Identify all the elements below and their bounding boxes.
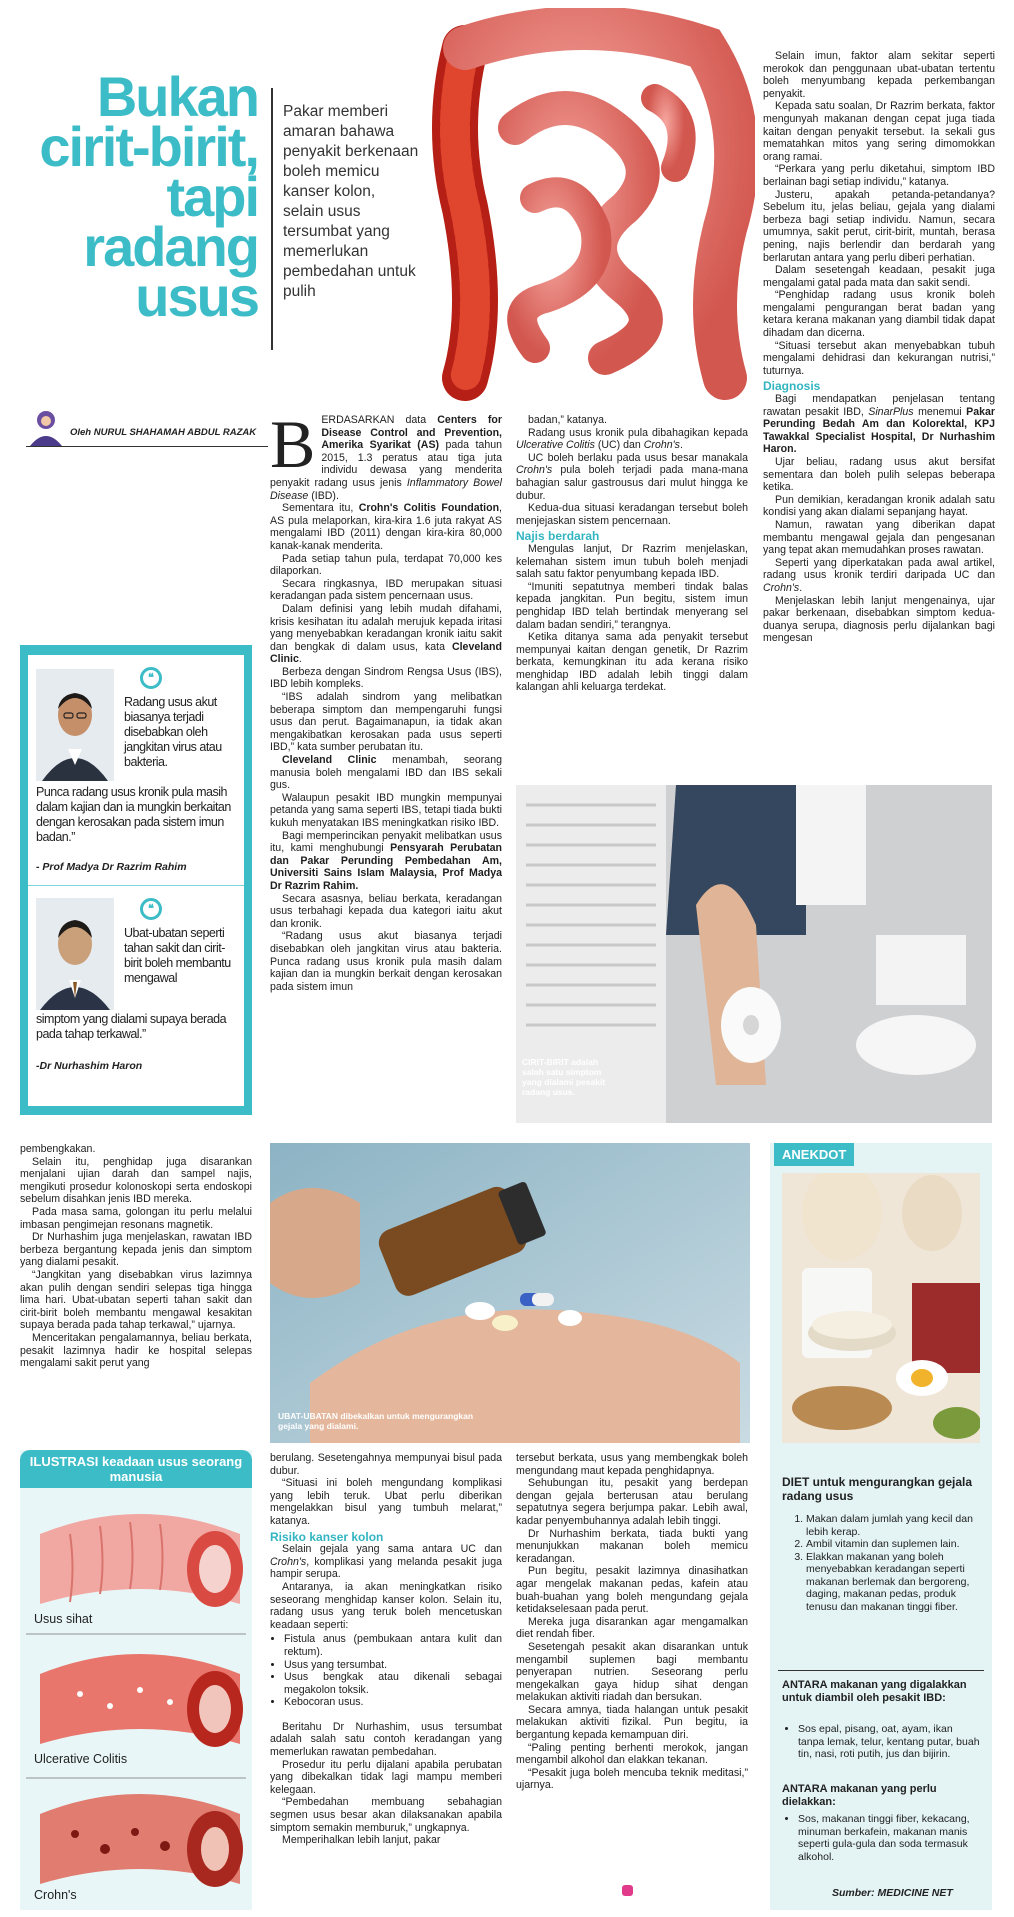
paragraph: pembengkakan. bbox=[20, 1143, 96, 1155]
paragraph: Selain itu, penghidap juga disarankan menjalani ujian darah dan sampel najis, mengikuti prosedur kolonoskopi serta endoskopi sebelum disahkan jenis IBD mereka. bbox=[20, 1155, 252, 1206]
quote-1-text-right: Radang usus akut biasanya terjadi disebabkan oleh jangkitan virus atau bakteria. bbox=[124, 695, 222, 769]
pills-photo-caption: UBAT-UBATAN dibekalkan untuk mengurangkan gejala yang dialami. bbox=[278, 1411, 474, 1431]
anekdot-sidebar bbox=[770, 1143, 992, 1910]
paragraph: Berbeza dengan Sindrom Rengsa Usus (IBS), IBD lebih kompleks. bbox=[270, 665, 502, 691]
paragraph: Ujar beliau, radang usus akut bersifat sementara dan boleh pulih selepas beberapa ketika. bbox=[763, 456, 995, 494]
paragraph: Dalam definisi yang lebih mudah difahami, krisis kesihatan itu adalah merujuk kepada iritasi yang menyebabkan keradangan kronik iaitu sakit dan bengkak di dalam usus, kata Cleveland Clinic. bbox=[270, 602, 502, 666]
label-ulcerative-colitis: Ulcerative Colitis bbox=[34, 1752, 128, 1766]
good-foods-list bbox=[782, 1723, 980, 1761]
paragraph: “Imuniti sepatutnya memberi tindak balas kepada jangkitan. Pun begitu, sistem imun penghidap IBD telah bertindak menyerang sel dalam badan sendiri,” terangnya. bbox=[516, 580, 748, 631]
paragraph: Dr Nurhashim berkata, tiada bukti yang menunjukkan makanan boleh memicu keradangan. bbox=[516, 1527, 748, 1565]
source-credit: Sumber: MEDICINE NET bbox=[832, 1887, 953, 1899]
quote-panel-1 bbox=[28, 655, 244, 885]
diet-title: DIET untuk mengurangkan gejala radang usus bbox=[782, 1475, 973, 1503]
pills-photo bbox=[270, 1143, 750, 1443]
subheading-diagnosis: Diagnosis bbox=[763, 379, 821, 394]
paragraph: Memperihalkan lebih lanjut, pakar bbox=[282, 1834, 441, 1847]
list-item: • Fistula anus (pembukaan antara kulit dan rektum). bbox=[284, 1633, 502, 1658]
quote-sidebar bbox=[20, 645, 252, 1115]
paragraph: Justeru, apakah petanda-petandanya? Sebelum itu, jelas beliau, gejala yang dialami berbeza bagi setiap individu. Namun, secara umumnya, sakit perut, cirit-birit, muntah, berasa pening, najis berlendir dan berdarah yang berlarutan antara yang perlu diberi perhatian. bbox=[763, 188, 995, 264]
food-photo bbox=[782, 1173, 980, 1443]
article-column-5 bbox=[270, 1452, 502, 1847]
paragraph: “Perkara yang perlu diketahui, simptom IBD berlainan bagi setiap individu,” katanya. bbox=[763, 163, 995, 188]
article-column-3 bbox=[763, 50, 995, 645]
headline: Bukan cirit-birit, tapi radang usus bbox=[39, 65, 258, 328]
paragraph: “Pembedahan membuang sebahagian segmen usus besar akan dilaksanakan apabila simptom semakin memburuk,” ungkapnya. bbox=[270, 1796, 502, 1834]
paragraph: Prosedur itu perlu dijalani apabila perubatan yang dibekalkan tidak lagi mampu memberi kelegaan. bbox=[270, 1758, 502, 1796]
portrait-nurhashim bbox=[36, 898, 114, 1010]
paragraph: Antaranya, ia akan meningkatkan risiko seseorang menghidap kanser kolon. Selain itu, radang usus yang teruk boleh mencetuskan keadaan seperti: bbox=[270, 1580, 502, 1631]
portrait-razrim bbox=[36, 669, 114, 781]
paragraph: Selain gejala yang sama antara UC dan Crohn's, komplikasi yang melanda pesakit juga hampir serupa. bbox=[270, 1543, 502, 1581]
list-item: • Usus yang tersumbat. bbox=[284, 1659, 502, 1672]
quote-icon: ❝ bbox=[140, 898, 162, 920]
paragraph: Bagi mendapatkan penjelasan tentang rawatan pesakit IBD, SinarPlus menemui Pakar Perunding Bedah Am dan Kolorektal, KPJ Tawakkal Specialist Hospital, Dr Nurhashim Haron. bbox=[763, 393, 995, 456]
sidebar-rule bbox=[778, 1670, 984, 1671]
label-crohns: Crohn's bbox=[34, 1888, 77, 1902]
paragraph: Sementara itu, Crohn's Colitis Foundation, AS pula melaporkan, kira-kira 1.6 juta rakyat AS mengalami IBD (2011) dengan kira-kira 80,000 kanak-kanak menderita. bbox=[270, 502, 502, 552]
diet-list bbox=[790, 1513, 988, 1613]
paragraph: Pada setiap tahun pula, terdapat 70,000 kes dilaporkan. bbox=[270, 552, 502, 578]
list-item: 3. Elakkan makanan yang boleh menyebabkan keradangan seperti makanan berlemak dan bergoreng, daging, makanan pedas, produk tenusu dan makanan tinggi fiber. bbox=[806, 1551, 988, 1614]
byline: Oleh NURUL SHAHAMAH ABDUL RAZAK bbox=[70, 427, 257, 438]
end-mark-icon bbox=[622, 1885, 633, 1896]
quote-1-text: Punca radang usus kronik pula masih dalam kajian dan ia mungkin berkaitan dengan kerosakan pada sistem imun badan.” bbox=[36, 785, 231, 844]
label-usus-sihat: Usus sihat bbox=[34, 1612, 93, 1626]
paragraph: UC boleh berlaku pada usus besar manakala Crohn's pula boleh terjadi pada mana-mana bahagian salur gastrousus dari mulut hingga ke dubur. bbox=[516, 451, 748, 502]
paragraph: Kepada satu soalan, Dr Razrim berkata, faktor mengunyah makanan dengan cepat juga tiada kaitan dengan penyakit tersebut. Ia sekali gus mematahkan mitos yang sering dimomokkan orang ramai. bbox=[763, 100, 995, 163]
article-column-6 bbox=[516, 1452, 748, 1792]
quote-2-text: simptom yang dialami supaya berada pada tahap terkawal.” bbox=[36, 1012, 227, 1041]
paragraph: Menceritakan pengalamannya, beliau berkata, pesakit lazimnya hadir ke hospital selepas mengalami sakit perut yang bbox=[20, 1331, 252, 1370]
avoid-foods-title: ANTARA makanan yang perlu dielakkan: bbox=[782, 1783, 937, 1808]
list-item: • Sos, makanan tinggi fiber, kekacang, minuman berkafein, makanan manis seperti gula-gula dan soda termasuk alkohol. bbox=[798, 1813, 980, 1863]
list-item: • Usus bengkak atau dikenali sebagai megakolon toksik. bbox=[284, 1671, 502, 1696]
paragraph: Secara amnya, tiada halangan untuk pesakit melakukan aktiviti fizikal. Pun begitu, ia bergantung kepada kemampuan diri. bbox=[516, 1703, 748, 1742]
paragraph: Secara ringkasnya, IBD merupakan situasi keradangan pada sistem pencernaan usus. bbox=[270, 577, 502, 603]
list-item: 2. Ambil vitamin dan suplemen lain. bbox=[806, 1538, 988, 1551]
headline-divider bbox=[271, 88, 273, 350]
paragraph: Secara asasnya, beliau berkata, keradangan usus terbahagi kepada dua kategori iaitu akut dan kronik. bbox=[270, 892, 502, 930]
quote-2-text-right: Ubat-ubatan seperti tahan sakit dan cirit-birit boleh membantu mengawal bbox=[124, 926, 231, 985]
paragraph: Kedua-dua situasi keradangan tersebut boleh menjejaskan sistem pencernaan. bbox=[516, 502, 748, 527]
intestine-cross-sections bbox=[20, 1494, 252, 1904]
dropcap: B bbox=[270, 406, 316, 482]
article-column-1 bbox=[270, 406, 502, 993]
list-item: 1. Makan dalam jumlah yang kecil dan lebih kerap. bbox=[806, 1513, 988, 1538]
article-column-4 bbox=[20, 1143, 252, 1370]
paragraph: Seperti yang diperkatakan pada awal artikel, radang usus kronik terdiri daripada UC dan Crohn's. bbox=[763, 556, 995, 594]
paragraph: Dalam sesetengah keadaan, pesakit juga mengalami gatal pada mata dan sakit sendi. bbox=[763, 264, 995, 289]
paragraph: ERDASARKAN data Centers for Disease Control and Prevention, Amerika Syarikat (AS) pada tahun 2015, 1.3 peratus atau tiga juta individu dewasa yang menderita penyakit radang usus jenis Inflammatory Bowel Disease (IBD). bbox=[270, 414, 502, 502]
list-item: • Sos epal, pisang, oat, ayam, ikan tanpa lemak, telur, kentang putar, buah tin, nasi, roti putih, jus dan bijirin. bbox=[798, 1723, 980, 1761]
quote-panel-2 bbox=[28, 886, 244, 1106]
paragraph: Sesetengah pesakit akan disarankan untuk mengambil suplemen bagi membantu penyerapan nutrien. Seseorang perlu mengekalkan gaya hidup sihat dengan melakukan aktiviti riadah dan bersukan. bbox=[516, 1640, 748, 1704]
paragraph: Mengulas lanjut, Dr Razrim menjelaskan, kelemahan sistem imun tubuh boleh menjadi salah satu faktor penyumbang kepada IBD. bbox=[516, 542, 748, 581]
paragraph: Beritahu Dr Nurhashim, usus tersumbat adalah salah satu contoh keradangan yang memerlukan rawatan pembedahan. bbox=[270, 1720, 502, 1759]
quote-2-name: -Dr Nurhashim Haron bbox=[36, 1060, 143, 1072]
list-item: • Kebocoran usus. bbox=[284, 1696, 502, 1709]
paragraph: Pun begitu, pesakit lazimnya dinasihatkan agar mengelak makanan pedas, kafein atau buah-buahan yang boleh mengundang gejala ketidakselesaan pada perut. bbox=[516, 1565, 748, 1616]
paragraph: badan,” katanya. bbox=[528, 414, 607, 426]
paragraph: Radang usus kronik pula dibahagikan kepada Ulcerative Colitis (UC) dan Crohn's. bbox=[516, 426, 748, 452]
paragraph: Sehubungan itu, pesakit yang berdepan dengan gejala berterusan atau berulang sepatutnya segera berjumpa pakar. Lebih awal, kadar penyembuhannya adalah lebih tinggi. bbox=[516, 1477, 748, 1527]
good-foods-title: ANTARA makanan yang digalakkan untuk diambil oleh pesakit IBD: bbox=[782, 1679, 967, 1704]
paragraph: tersebut berkata, usus yang membengkak boleh mengundang maut kepada penghidapnya. bbox=[516, 1452, 748, 1477]
paragraph: “Pesakit juga boleh mencuba teknik meditasi,” ujarnya. bbox=[516, 1766, 748, 1792]
paragraph: Dr Nurhashim juga menjelaskan, rawatan IBD berbeza bergantung kepada jenis dan simptom yang dialami pesakit. bbox=[20, 1231, 252, 1269]
intestine-illustration bbox=[425, 8, 755, 403]
paragraph: Menjelaskan lebih lanjut mengenainya, ujar pakar berkenaan, disebabkan simptom kedua-duanya serupa, diagnosis perlu dijalankan bagi mengesan bbox=[763, 594, 995, 645]
author-avatar bbox=[26, 406, 66, 446]
toilet-photo bbox=[516, 785, 992, 1123]
paragraph: Pun demikian, keradangan kronik adalah satu kondisi yang akan dialami sepanjang hayat. bbox=[763, 493, 995, 519]
subheading-najis-berdarah: Najis berdarah bbox=[516, 529, 600, 544]
paragraph: Ketika ditanya sama ada penyakit tersebut mempunyai kaitan dengan genetik, Dr Razrim berkata, kemungkinan itu ada kerana risiko menghidap IBD adalah lebih tinggi dalam kalangan ahli keluarga terdekat. bbox=[516, 631, 748, 694]
avoid-foods-list bbox=[782, 1813, 980, 1863]
byline-rule bbox=[26, 446, 268, 447]
paragraph: Namun, rawatan yang diberikan dapat membantu mengawal gejala dan pengesanan yang tepat akan memudahkan proses rawatan. bbox=[763, 518, 995, 557]
illustration-box bbox=[20, 1450, 252, 1910]
paragraph: “Situasi ini boleh mengundang komplikasi yang lebih teruk. Ubat perlu diberikan mengelakkan bisul yang tumbuh melarat,” katanya. bbox=[270, 1477, 502, 1527]
anekdot-tab: ANEKDOT bbox=[774, 1143, 854, 1166]
paragraph: Selain imun, faktor alam sekitar seperti merokok dan penggunaan ubat-ubatan tertentu boleh menyumbang kepada perkembangan penyakit. bbox=[763, 50, 995, 100]
paragraph: Cleveland Clinic menambah, seorang manusia boleh mengalami IBD dan IBS sekali gus. bbox=[270, 754, 502, 792]
paragraph: Pada masa sama, golongan itu perlu melalui imbasan pengimejan resonans magnetik. bbox=[20, 1205, 252, 1231]
paragraph: “Radang usus akut biasanya terjadi disebabkan oleh jangkitan virus atau bakteria. Punca radang usus kronik pula masih dalam kajian dan ia mungkin berkait dengan kerosakan pada sistem imun bbox=[270, 930, 502, 993]
paragraph: “Penghidap radang usus kronik boleh mengalami pengurangan berat badan yang ketara kerana makanan yang diambil tidak dapat dihadam dan dicerna. bbox=[763, 289, 995, 340]
article-column-2 bbox=[516, 414, 748, 694]
paragraph: Mereka juga disarankan agar mengamalkan diet rendah fiber. bbox=[516, 1615, 748, 1641]
paragraph: “Situasi tersebut akan menyebabkan tubuh mengalami dehidrasi dan kekurangan nutrisi,” tuturnya. bbox=[763, 339, 995, 377]
quote-1-name: - Prof Madya Dr Razrim Rahim bbox=[36, 861, 187, 873]
paragraph: “Paling penting berhenti merokok, jangan mengambil alkohol dan elakkan tekanan. bbox=[516, 1741, 748, 1767]
paragraph: “IBS adalah sindrom yang melibatkan beberapa simptom dan mempengaruhi fungsi usus dan perut. Bagaimanapun, ia tidak akan mengakibatkan kerosakan pada usus seperti IBD,” kata sumber perubatan itu. bbox=[270, 691, 502, 754]
subheading-risiko-kanser-kolon: Risiko kanser kolon bbox=[270, 1529, 384, 1544]
paragraph: “Jangkitan yang disebabkan virus lazimnya akan pulih dengan sendiri selepas tiga hingga lima hari. Ubat-ubatan seperti tahan sakit dan cirit-birit boleh membantu mengawal kesakitan supaya berada pada tahap terkawal,” ujarnya. bbox=[20, 1268, 252, 1332]
quote-icon: ❝ bbox=[140, 667, 162, 689]
complication-list bbox=[284, 1633, 502, 1709]
paragraph: Bagi memperincikan penyakit melibatkan usus itu, kami menghubungi Pensyarah Perubatan dan Pakar Perunding Pembedahan Am, Universiti Sains Islam Malaysia, Prof Madya Dr Razrim Rahim. bbox=[270, 829, 502, 892]
deck-text: Pakar memberi amaran bahawa penyakit berkenaan boleh memicu kanser kolon, selain usus tersumbat yang memerlukan pembedahan untuk pulih bbox=[283, 103, 419, 300]
toilet-photo-caption: CIRIT-BIRIT adalah salah satu simptom yang dialami pesakit radang usus. bbox=[522, 1057, 606, 1097]
paragraph: berulang. Sesetengahnya mempunyai bisul pada dubur. bbox=[270, 1452, 502, 1477]
paragraph: Walaupun pesakit IBD mungkin mempunyai petanda yang sama seperti IBS, tetapi tiada bukti kukuh menyatakan IBS meningkatkan risiko IBD. bbox=[270, 791, 502, 829]
illustration-title: ILUSTRASI keadaan usus seorang manusia bbox=[20, 1450, 252, 1488]
